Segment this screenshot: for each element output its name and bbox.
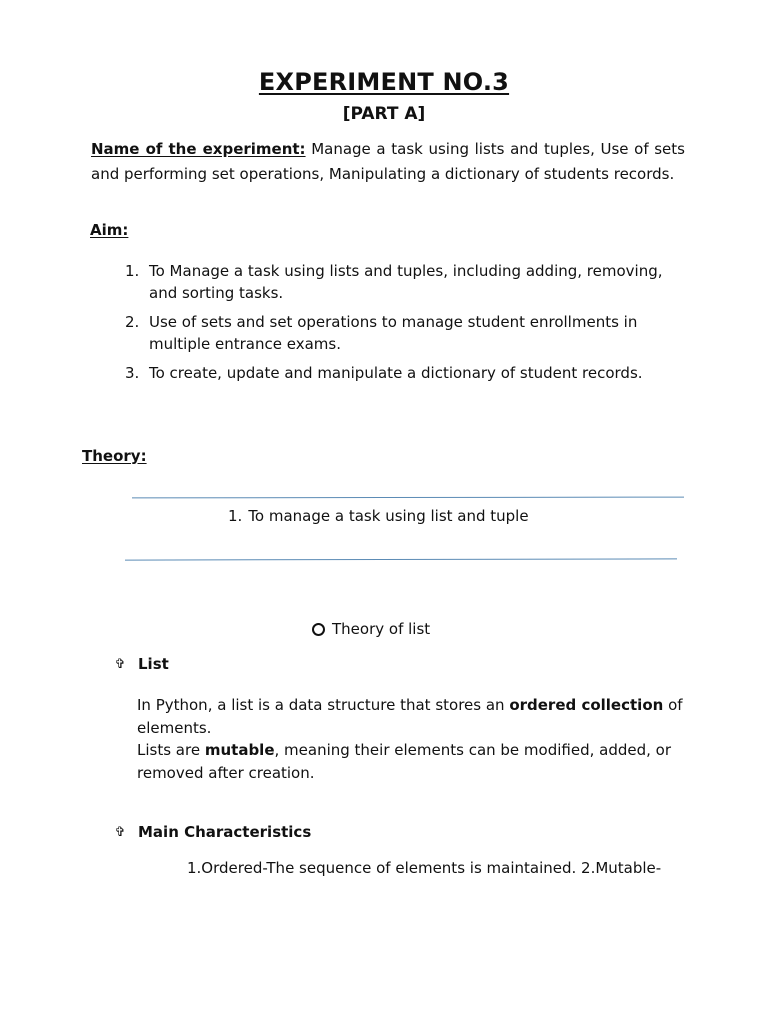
list-desc-text: In Python, a list is a data structure that stores an: [137, 696, 510, 714]
theory-of-list-heading: [312, 620, 430, 638]
main-characteristics-label: Main Characteristics: [138, 823, 312, 841]
aim-item-number: 1.: [125, 262, 140, 280]
page-subtitle: [PART A]: [342, 104, 426, 124]
list-bullet-heading: [112, 655, 169, 673]
characteristics-line: 1.Ordered-The sequence of elements is maintained. 2.Mutable-: [187, 859, 662, 877]
theory-of-list-text: Theory of list: [332, 620, 431, 638]
aim-item-number: 3.: [125, 364, 140, 382]
aim-item-text: To create, update and manipulate a dictionary of student records.: [149, 364, 643, 382]
aim-item-number: 2.: [125, 313, 140, 331]
aim-list: [125, 260, 690, 391]
circle-outline-icon: [312, 623, 325, 636]
list-desc-text: , meaning their elements can be modified, added, or removed after creation.: [137, 741, 672, 782]
aim-item: [125, 311, 690, 355]
list-desc-emphasis: ordered collection: [509, 696, 664, 714]
main-characteristics-heading: [112, 823, 311, 841]
list-desc-text: of elements.: [137, 696, 683, 737]
section-title: To manage a task using list and tuple: [248, 507, 529, 525]
aim-item-text: Use of sets and set operations to manage student enrollments in multiple entrance exams.: [149, 313, 638, 353]
experiment-name-label: Name of the experiment:: [91, 140, 306, 158]
cross-outline-icon: ✞: [114, 824, 126, 840]
experiment-name-paragraph: [91, 137, 685, 186]
aim-item: [125, 362, 690, 384]
aim-item: [125, 260, 690, 304]
section-heading: [228, 507, 529, 525]
section-number: 1.: [228, 507, 243, 525]
experiment-name-text: Manage a task using lists and tuples, Use of sets and performing set operations, Manipulating a dictionary of students records.: [91, 140, 685, 183]
list-label: List: [138, 655, 169, 673]
list-description: [137, 694, 697, 784]
list-desc-text: Lists are: [137, 741, 205, 759]
aim-heading: Aim:: [90, 221, 129, 239]
page-title: EXPERIMENT NO.3: [258, 68, 510, 96]
cross-outline-icon: ✞: [114, 656, 126, 672]
section-rule-top: [132, 497, 684, 499]
section-rule-bottom: [125, 558, 677, 560]
theory-heading: Theory:: [82, 447, 147, 465]
aim-item-text: To Manage a task using lists and tuples, including adding, removing, and sorting tasks.: [149, 262, 663, 302]
list-desc-emphasis: mutable: [204, 741, 275, 759]
